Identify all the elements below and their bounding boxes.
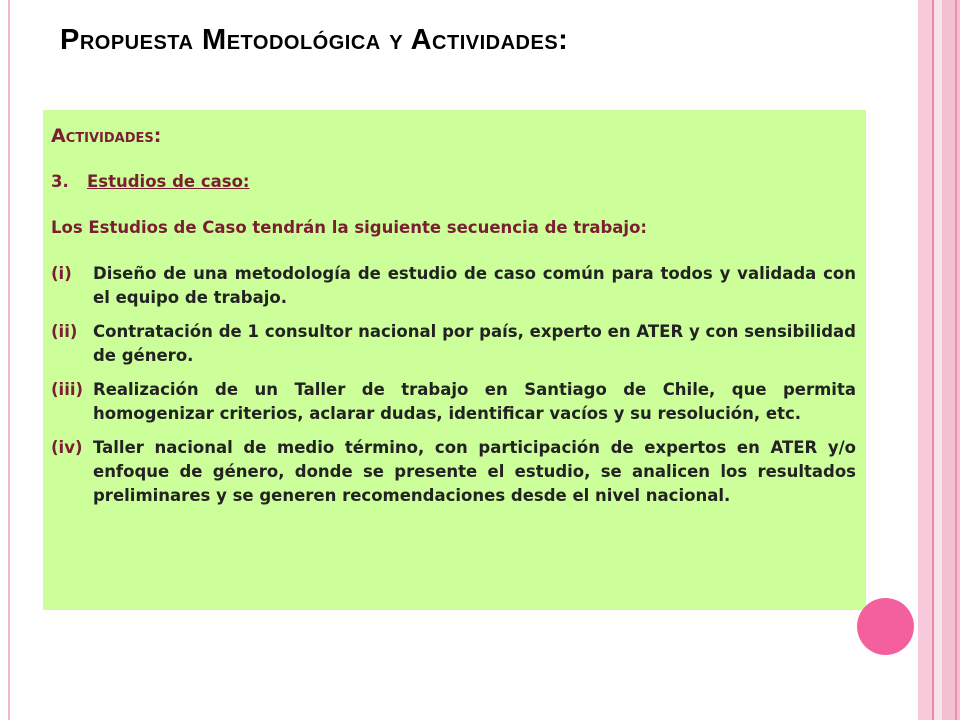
list-item-text: Diseño de una metodología de estudio de caso común para todos y validada con el equipo de trabajo. (93, 264, 856, 307)
list-item-text: Taller nacional de medio término, con participación de expertos en ATER y/o enfoque de género, donde se presente el estudio, se analicen los resultados preliminares y se generen recomendaciones desde el nivel nacional. (93, 438, 856, 505)
list-item (51, 378, 856, 426)
list-item-label: (iv) (51, 438, 83, 457)
list-item-label: (iii) (51, 380, 84, 399)
list-item-label: (i) (51, 264, 72, 283)
list-item (51, 262, 856, 310)
list-item-text: Contratación de 1 consultor nacional por país, experto en ATER y con sensibilidad de género. (93, 322, 856, 365)
right-decorative-stripe (942, 0, 960, 720)
section-number: 3. (51, 172, 69, 191)
left-decorative-rule (8, 0, 10, 720)
right-decorative-stripe (955, 0, 957, 720)
slide-title: Propuesta Metodológica y Actividades: (60, 24, 569, 56)
section-title: Estudios de caso: (87, 172, 250, 191)
section-heading (51, 170, 856, 194)
list-item-label: (ii) (51, 322, 78, 341)
list-item (51, 436, 856, 508)
intro-text: Los Estudios de Caso tendrán la siguiente secuencia de trabajo: (51, 218, 648, 237)
list-item (51, 320, 856, 368)
decorative-circle (857, 598, 914, 655)
activities-box (43, 110, 866, 610)
list-item-text: Realización de un Taller de trabajo en Santiago de Chile, que permita homogenizar criterios, aclarar dudas, identificar vacíos y su resolución, etc. (93, 380, 856, 423)
right-decorative-stripe (918, 0, 932, 720)
right-decorative-stripe (934, 0, 942, 720)
activities-heading: Actividades: (51, 125, 162, 147)
